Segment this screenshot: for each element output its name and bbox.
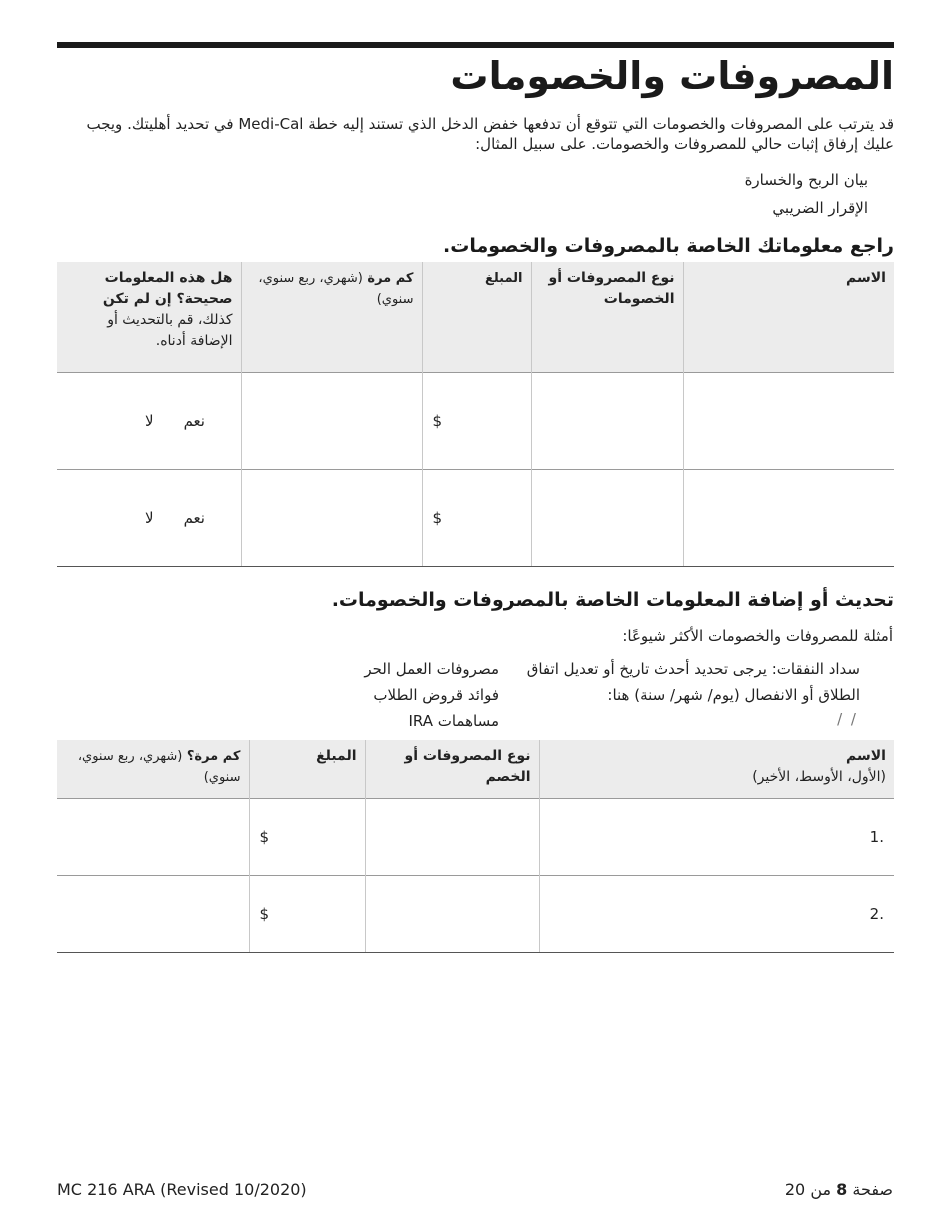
col-type: نوع المصروفات أو الخصومات xyxy=(531,262,683,372)
example-item: سداد النفقات: يرجى تحديد أحدث تاريخ أو تعديل اتفاق xyxy=(526,660,860,678)
name-cell[interactable]: .2 xyxy=(539,875,894,952)
examples-intro: أمثلة للمصروفات والخصومات الأكثر شيوعًا: xyxy=(622,627,893,645)
review-heading: راجع معلوماتك الخاصة بالمصروفات والخصومات. xyxy=(443,235,894,257)
update-heading: تحديث أو إضافة المعلومات الخاصة بالمصروفات والخصومات. xyxy=(331,589,894,611)
amount-cell[interactable]: $ xyxy=(249,875,365,952)
review-table xyxy=(57,262,894,567)
update-header-row xyxy=(57,740,894,798)
col-amount: المبلغ xyxy=(249,740,365,798)
col-amount: المبلغ xyxy=(422,262,531,372)
intro-text: قد يترتب على المصروفات والخصومات التي تتوقع أن تدفعها خفض الدخل الذي تستند إليه خطة Medi-Cal في تحديد أهليتك. ويجب عليك إرفاق إثبات حالي للمصروفات والخصومات. على سبيل المثال: xyxy=(86,115,894,153)
type-cell[interactable] xyxy=(365,875,539,952)
col-name: الاسم xyxy=(683,262,894,372)
type-cell[interactable] xyxy=(531,372,683,469)
yes-option[interactable]: نعم xyxy=(183,508,205,527)
yes-no-cell xyxy=(57,469,241,566)
yes-no-cell xyxy=(57,372,241,469)
frequency-cell[interactable] xyxy=(57,875,249,952)
example-item: فوائد قروض الطلاب xyxy=(373,686,499,704)
page-number: صفحة 8 من 20 xyxy=(784,1180,893,1199)
proof-example-2: الإقرار الضريبي xyxy=(772,199,868,217)
type-cell[interactable] xyxy=(531,469,683,566)
col-frequency: كم مرة؟ (شهري، ربع سنوي، سنوي) xyxy=(57,740,249,798)
col-name: الاسم (الأول، الأوسط، الأخير) xyxy=(539,740,894,798)
top-rule xyxy=(57,42,894,48)
no-option[interactable]: لا xyxy=(145,508,154,527)
no-option[interactable]: لا xyxy=(145,411,154,430)
frequency-cell[interactable] xyxy=(241,372,422,469)
table-row xyxy=(57,372,894,469)
col-frequency: كم مرة (شهري، ربع سنوي، سنوي) xyxy=(241,262,422,372)
review-header-row xyxy=(57,262,894,372)
table-row xyxy=(57,798,894,875)
example-item: الطلاق أو الانفصال (يوم/ شهر/ سنة) هنا: xyxy=(607,686,860,704)
col-type: نوع المصروفات أو الخصم xyxy=(365,740,539,798)
amount-cell[interactable]: $ xyxy=(422,469,531,566)
proof-example-1: بيان الربح والخسارة xyxy=(744,171,868,189)
name-cell[interactable] xyxy=(683,469,894,566)
yes-option[interactable]: نعم xyxy=(183,411,205,430)
name-cell[interactable]: .1 xyxy=(539,798,894,875)
example-item: مساهمات IRA xyxy=(408,712,499,730)
date-line[interactable]: / / xyxy=(837,710,858,728)
frequency-cell[interactable] xyxy=(241,469,422,566)
example-item: مصروفات العمل الحر xyxy=(364,660,499,678)
update-table xyxy=(57,740,894,953)
type-cell[interactable] xyxy=(365,798,539,875)
page-title: المصروفات والخصومات xyxy=(450,54,894,98)
col-correct: هل هذه المعلومات صحيحة؟ إن لم تكن كذلك، قم بالتحديث أو الإضافة أدناه. xyxy=(57,262,241,372)
amount-cell[interactable]: $ xyxy=(422,372,531,469)
examples-right-column xyxy=(527,656,860,708)
form-id: MC 216 ARA (Revised 10/2020) xyxy=(57,1180,307,1199)
name-cell[interactable] xyxy=(683,372,894,469)
frequency-cell[interactable] xyxy=(57,798,249,875)
table-row xyxy=(57,469,894,566)
examples-left-column xyxy=(364,656,499,734)
amount-cell[interactable]: $ xyxy=(249,798,365,875)
table-row xyxy=(57,875,894,952)
